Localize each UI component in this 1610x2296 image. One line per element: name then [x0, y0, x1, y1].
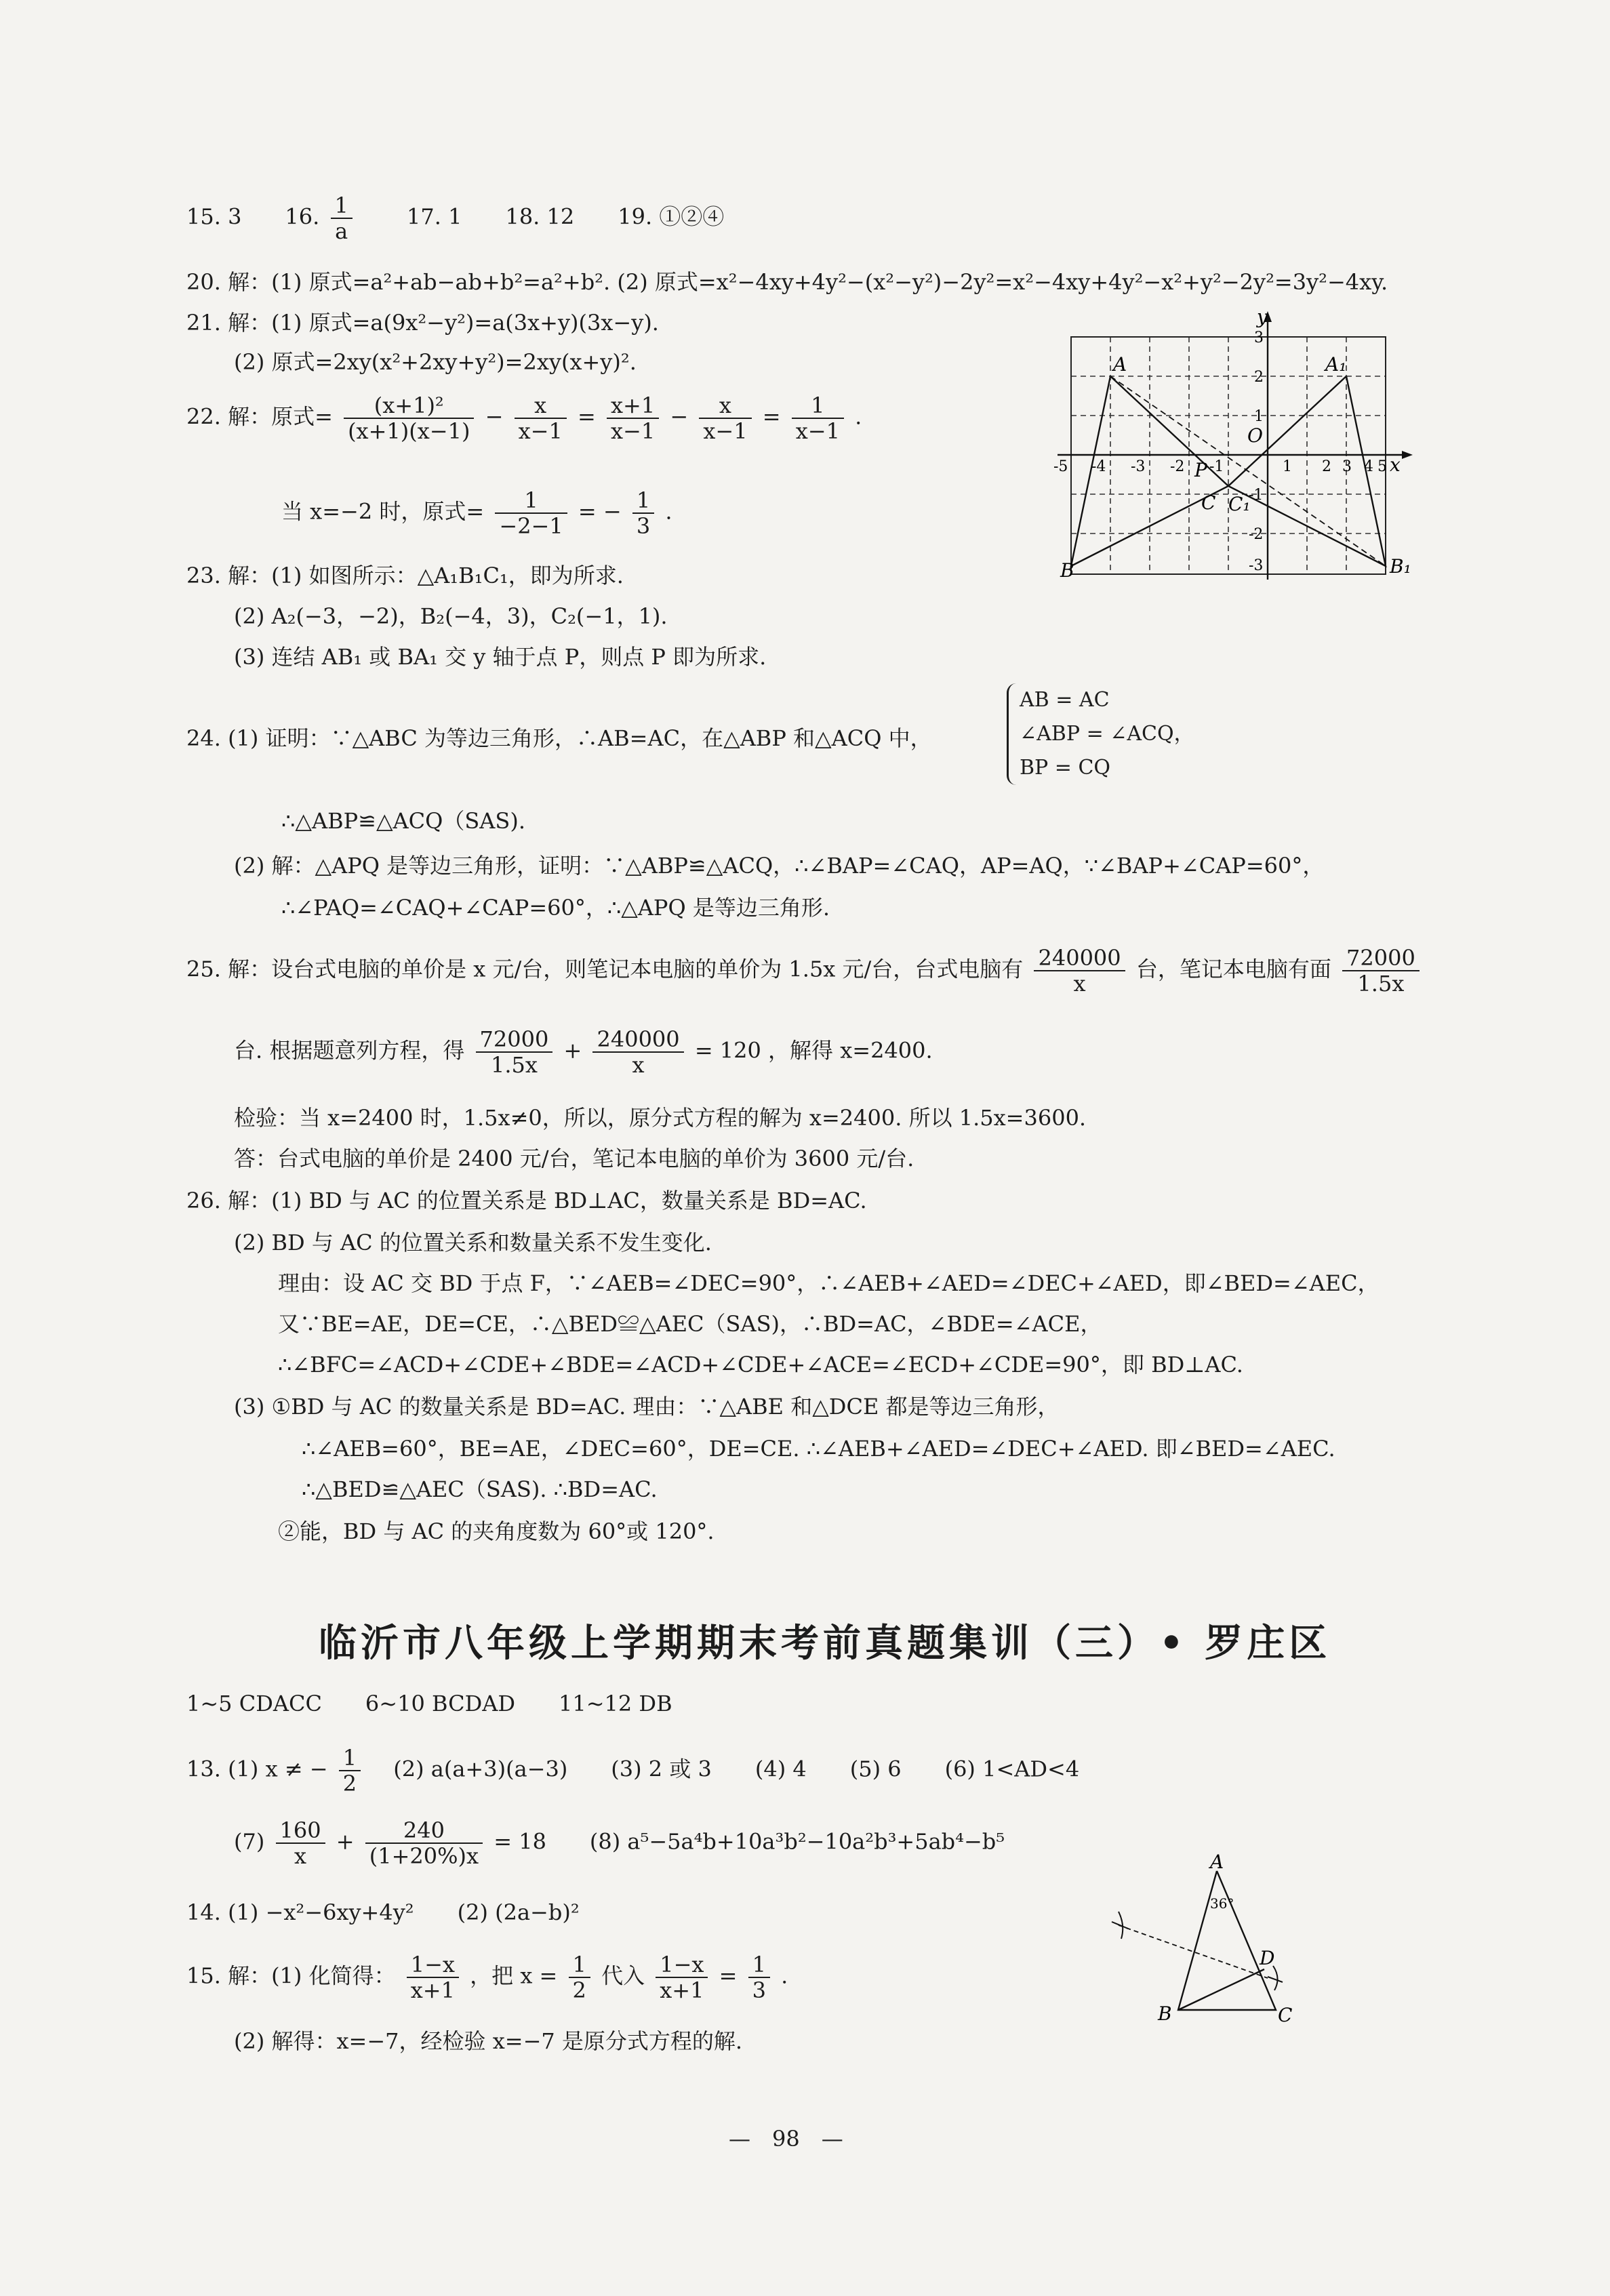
point-d-label: D — [1260, 1947, 1275, 1969]
answer-15-2: (2) 解得：x=−7，经检验 x=−7 是原分式方程的解. — [234, 2028, 743, 2054]
answer-13-2: (7) $\frac{160}{x}$ + $\frac{240}{(1+20\%)x}$ = 18 (8) a⁵−5a⁴b+10a³b²−10a²b³+5ab⁴−b⁵ — [234, 1817, 1005, 1869]
point-b-label: B — [1060, 559, 1074, 582]
answer-26-3: 理由：设 AC 交 BD 于点 F，∵∠AEB=∠DEC=90°，∴∠AEB+∠AED=∠DEC+∠AED，即∠BED=∠AEC， — [278, 1270, 1380, 1296]
answer-24-4: ∴∠PAQ=∠CAQ+∠CAP=60°，∴△APQ 是等边三角形. — [281, 895, 830, 921]
answer-26-5: ∴∠BFC=∠ACD+∠CDE+∠BDE=∠ACD+∠CDE+∠ACE=∠ECD+∠CDE=90°，即 BD⊥AC. — [278, 1352, 1243, 1377]
answer-26-1: 26. 解：(1) BD 与 AC 的位置关系是 BD⊥AC，数量关系是 BD=AC. — [186, 1188, 867, 1213]
answer-24-1: 24. (1) 证明：∵△ABC 为等边三角形，∴AB=AC，在△ABP 和△ACQ 中， — [186, 725, 932, 751]
answer-14: 14. (1) −x²−6xy+4y² (2) (2a−b)² — [186, 1899, 580, 1925]
vertex-c-label: C — [1278, 2004, 1293, 2026]
svg-text:1: 1 — [1283, 458, 1292, 475]
answer-26-8: ∴△BED≌△AEC（SAS). ∴BD=AC. — [302, 1476, 658, 1502]
svg-text:1: 1 — [1254, 408, 1264, 425]
answers-15-19: 15. 3 16. $\frac{1}{a}$ 17. 1 18. 12 19. ①②④ — [186, 193, 725, 244]
point-a1-label: A₁ — [1325, 353, 1347, 376]
answer-20: 20. 解：(1) 原式=a²+ab−ab+b²=a²+b². (2) 原式=x²−4xy+4y²−(x²−y²)−2y²=x²−4xy+4y²−x²+y²−2y²=3y²−4xy. — [186, 269, 1388, 295]
point-b1-label: B₁ — [1390, 555, 1411, 578]
svg-text:5: 5 — [1377, 458, 1387, 475]
point-c1-label: C₁ — [1228, 493, 1251, 515]
svg-text:2: 2 — [1254, 369, 1264, 386]
section-title: 临沂市八年级上学期期末考前真题集训（三）• 罗庄区 — [319, 1622, 1331, 1666]
svg-text:-5: -5 — [1053, 458, 1068, 475]
answer-15-1: 15. 解：(1) 化简得： $\frac{1-x}{x+1}$ ，把 x = $\frac{1}{2}$ 代入 $\frac{1-x}{x+1}$ = $\frac{1}{3}$ . — [186, 1952, 788, 2003]
answer-24-2: ∴△ABP≌△ACQ（SAS). — [281, 808, 525, 834]
point-a-label: A — [1113, 353, 1127, 376]
svg-text:-3: -3 — [1131, 458, 1146, 475]
answer-23-2: (2) A₂(−3，−2)，B₂(−4，3)，C₂(−1，1). — [234, 603, 668, 629]
svg-text:-2: -2 — [1170, 458, 1185, 475]
answer-26-2: (2) BD 与 AC 的位置关系和数量关系不发生变化. — [234, 1230, 712, 1255]
multiple-choice-answers: 1~5 CDACC 6~10 BCDAD 11~12 DB — [186, 1691, 672, 1716]
answer-22: 22. 解：原式= $\frac{\text{(x+1)²}}{(x+1)(x-1)}$ − $\frac{x}{x-1}$ = $\frac{x+1}{x-1}$ − $\frac{x}{x-1}$ = $\frac{1}{x-1}$ . — [186, 392, 862, 444]
svg-text:4: 4 — [1364, 458, 1373, 475]
answer-26-4: 又∵BE=AE，DE=CE，∴△BED≌△AEC（SAS)，∴BD=AC，∠BDE=∠ACE， — [278, 1311, 1102, 1337]
svg-text:3: 3 — [1342, 458, 1352, 475]
answer-23-3: (3) 连结 AB₁ 或 BA₁ 交 y 轴于点 P，则点 P 即为所求. — [234, 644, 767, 670]
svg-text:2: 2 — [1322, 458, 1331, 475]
x-axis-label: x — [1390, 454, 1401, 476]
point-p-label: P — [1194, 459, 1207, 481]
svg-text:-1: -1 — [1209, 458, 1224, 475]
y-axis-label: y — [1257, 308, 1268, 328]
triangle-figure — [1098, 1851, 1302, 2027]
answer-13-1: 13. (1) x ≠ − $\frac{1}{2}$ (2) a(a+3)(a−3) (3) 2 或 3 (4) 4 (5) 6 (6) 1<AD<4 — [186, 1745, 1080, 1796]
answer-25-4: 答：台式电脑的单价是 2400 元/台，笔记本电脑的单价为 3600 元/台. — [234, 1146, 914, 1171]
svg-text:-2: -2 — [1249, 526, 1264, 543]
answer-26-9: ②能，BD 与 AC 的夹角度数为 60°或 120°. — [278, 1518, 715, 1544]
fraction: $\frac{1}{a}$ — [331, 193, 353, 243]
origin-label: O — [1247, 424, 1263, 447]
vertex-a-label: A — [1210, 1851, 1224, 1873]
svg-text:-3: -3 — [1249, 557, 1264, 574]
answer-24-3: (2) 解：△APQ 是等边三角形，证明：∵△ABP≌△ACQ，∴∠BAP=∠CAQ，AP=AQ，∵∠BAP+∠CAP=60°， — [234, 853, 1325, 879]
answer-26-6: (3) ①BD 与 AC 的数量关系是 BD=AC. 理由：∵△ABE 和△DCE 都是等边三角形， — [234, 1394, 1060, 1419]
vertex-b-label: B — [1158, 2002, 1172, 2025]
answer-25-3: 检验：当 x=2400 时，1.5x≠0，所以，原分式方程的解为 x=2400. 所以 1.5x=3600. — [234, 1105, 1087, 1131]
answer-26-7: ∴∠AEB=60°，BE=AE，∠DEC=60°，DE=CE. ∴∠AEB+∠AED=∠DEC+∠AED. 即∠BED=∠AEC. — [302, 1436, 1335, 1462]
svg-text:3: 3 — [1254, 329, 1264, 346]
svg-text:-4: -4 — [1091, 458, 1106, 475]
svg-text:-1: -1 — [1249, 487, 1264, 504]
coordinate-graph — [1051, 308, 1417, 583]
angle-label: 36° — [1210, 1895, 1234, 1912]
page-number: — 98 — — [729, 2126, 843, 2152]
answer-25-1: 25. 解：设台式电脑的单价是 x 元/台，则笔记本电脑的单价为 1.5x 元/台，台式电脑有 $\frac{240000}{x}$ 台，笔记本电脑有面 $\frac{72000}{1.5x}$ — [186, 946, 1424, 996]
answer-23-1: 23. 解：(1) 如图所示：△A₁B₁C₁，即为所求. — [186, 563, 624, 588]
answer-21-2: (2) 原式=2xy(x²+2xy+y²)=2xy(x+y)². — [234, 349, 637, 375]
point-c-label: C — [1201, 491, 1216, 514]
answer-22-eval: 当 x=−2 时，原式= $\frac{1}{-2-1}$ = − $\frac{1}{3}$ . — [281, 487, 672, 539]
answer-25-2: 台. 根据题意列方程，得 $\frac{72000}{1.5x}$ + $\frac{240000}{x}$ = 120 ，解得 x=2400. — [234, 1026, 933, 1078]
answer-21-1: 21. 解：(1) 原式=a(9x²−y²)=a(3x+y)(3x−y). — [186, 310, 659, 336]
equation-system: AB = AC ∠ABP = ∠ACQ， BP = CQ — [1007, 683, 1194, 785]
